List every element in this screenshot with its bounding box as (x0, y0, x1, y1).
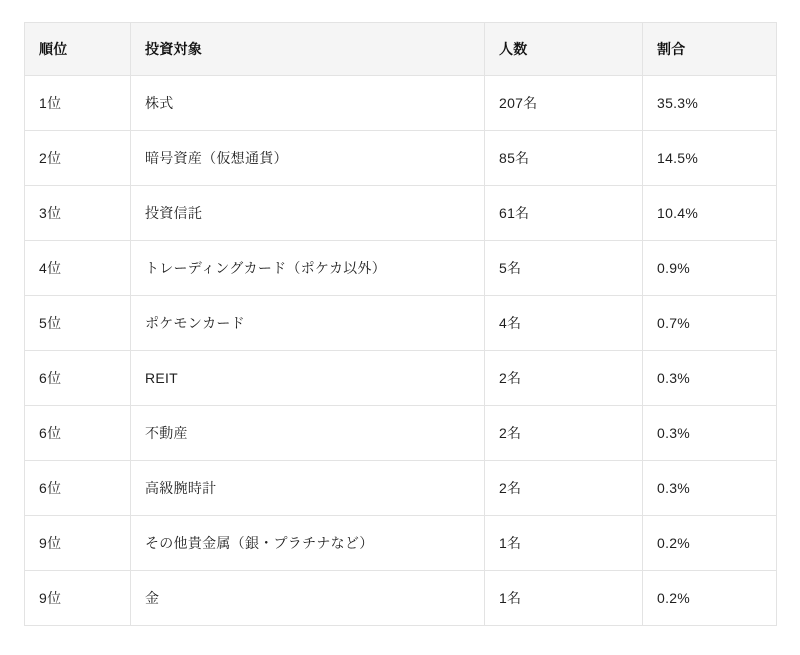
cell-share: 0.3% (643, 406, 777, 461)
cell-count: 2名 (485, 351, 643, 406)
cell-count: 207名 (485, 76, 643, 131)
column-header-rank: 順位 (25, 23, 131, 76)
cell-target: REIT (131, 351, 485, 406)
column-header-count: 人数 (485, 23, 643, 76)
cell-target: 金 (131, 571, 485, 626)
cell-count: 2名 (485, 461, 643, 516)
cell-count: 1名 (485, 516, 643, 571)
cell-rank: 3位 (25, 186, 131, 241)
cell-share: 0.3% (643, 351, 777, 406)
cell-rank: 9位 (25, 516, 131, 571)
cell-target: 株式 (131, 76, 485, 131)
cell-count: 85名 (485, 131, 643, 186)
cell-count: 1名 (485, 571, 643, 626)
column-header-target: 投資対象 (131, 23, 485, 76)
cell-rank: 2位 (25, 131, 131, 186)
cell-share: 14.5% (643, 131, 777, 186)
table-header-row (25, 23, 777, 76)
cell-share: 0.7% (643, 296, 777, 351)
cell-rank: 9位 (25, 571, 131, 626)
cell-rank: 6位 (25, 461, 131, 516)
cell-target: トレーディングカード（ポケカ以外） (131, 241, 485, 296)
table-row (25, 461, 777, 516)
cell-rank: 4位 (25, 241, 131, 296)
cell-count: 5名 (485, 241, 643, 296)
column-header-share: 割合 (643, 23, 777, 76)
table-body (25, 76, 777, 626)
cell-share: 35.3% (643, 76, 777, 131)
table-row (25, 296, 777, 351)
cell-target: 投資信託 (131, 186, 485, 241)
table-row (25, 406, 777, 461)
cell-rank: 5位 (25, 296, 131, 351)
table-row (25, 351, 777, 406)
investment-ranking-table (24, 22, 777, 626)
cell-target: 暗号資産（仮想通貨） (131, 131, 485, 186)
table-row (25, 76, 777, 131)
table-row (25, 571, 777, 626)
cell-target: ポケモンカード (131, 296, 485, 351)
cell-rank: 1位 (25, 76, 131, 131)
cell-share: 0.9% (643, 241, 777, 296)
cell-share: 10.4% (643, 186, 777, 241)
cell-share: 0.2% (643, 571, 777, 626)
cell-target: その他貴金属（銀・プラチナなど） (131, 516, 485, 571)
cell-count: 4名 (485, 296, 643, 351)
table-row (25, 131, 777, 186)
table-header (25, 23, 777, 76)
cell-target: 不動産 (131, 406, 485, 461)
table-row (25, 516, 777, 571)
cell-share: 0.3% (643, 461, 777, 516)
table-row (25, 186, 777, 241)
cell-count: 2名 (485, 406, 643, 461)
cell-share: 0.2% (643, 516, 777, 571)
cell-rank: 6位 (25, 406, 131, 461)
cell-count: 61名 (485, 186, 643, 241)
cell-target: 高級腕時計 (131, 461, 485, 516)
table-row (25, 241, 777, 296)
cell-rank: 6位 (25, 351, 131, 406)
